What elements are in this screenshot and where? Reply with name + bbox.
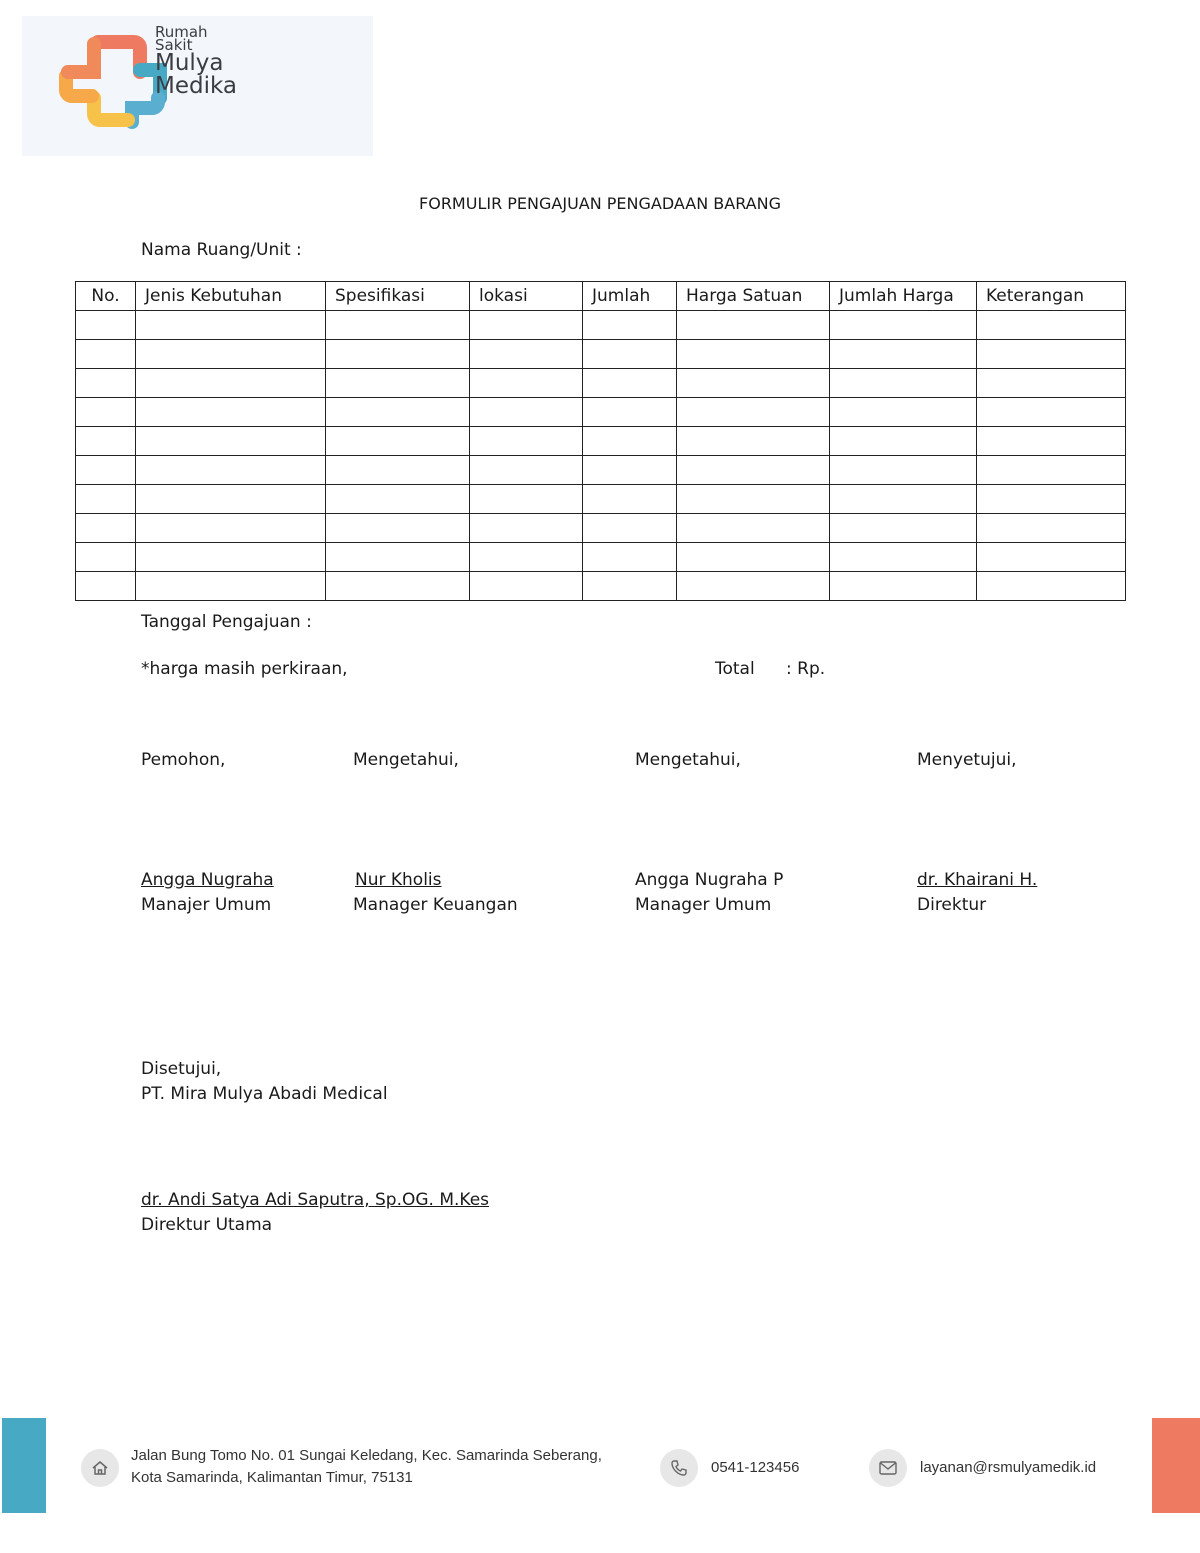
- table-row: [76, 572, 1126, 601]
- table-cell: [677, 369, 830, 398]
- table-cell: [76, 456, 136, 485]
- phone-icon: [660, 1449, 698, 1487]
- table-cell: [830, 369, 977, 398]
- table-cell: [830, 456, 977, 485]
- table-cell: [136, 340, 326, 369]
- signature-title: Manager Keuangan: [353, 895, 518, 915]
- table-cell: [583, 427, 677, 456]
- signature-mengetahui-umum: [635, 748, 783, 918]
- logo-line-3: Mulya: [155, 50, 224, 76]
- signature-role: Pemohon,: [141, 750, 226, 770]
- total-label: Total: [715, 659, 755, 679]
- table-cell: [583, 543, 677, 572]
- signature-pemohon: [141, 748, 274, 918]
- table-cell: [326, 485, 470, 514]
- table-cell: [76, 369, 136, 398]
- header-keterangan: Keterangan: [977, 282, 1126, 311]
- table-cell: [470, 456, 583, 485]
- footer-address: [131, 1445, 602, 1489]
- table-cell: [136, 514, 326, 543]
- total-value: : Rp.: [786, 659, 826, 679]
- table-cell: [677, 514, 830, 543]
- table-cell: [677, 340, 830, 369]
- signature-title: Manajer Umum: [141, 895, 272, 915]
- table-row: [76, 311, 1126, 340]
- mail-icon: [869, 1449, 907, 1487]
- table-cell: [977, 514, 1126, 543]
- table-cell: [470, 485, 583, 514]
- table-cell: [136, 572, 326, 601]
- table-cell: [583, 369, 677, 398]
- table-cell: [830, 514, 977, 543]
- table-cell: [326, 340, 470, 369]
- table-cell: [583, 572, 677, 601]
- footer-phone: 0541-123456: [711, 1459, 800, 1476]
- table-cell: [977, 485, 1126, 514]
- table-cell: [677, 427, 830, 456]
- table-cell: [326, 514, 470, 543]
- table-cell: [136, 427, 326, 456]
- signature-menyetujui: [917, 748, 1037, 918]
- table-cell: [677, 572, 830, 601]
- header-spesifikasi: Spesifikasi: [326, 282, 470, 311]
- table-header-row: [76, 282, 1126, 311]
- header-jumlah: Jumlah: [583, 282, 677, 311]
- logo-wordmark: [155, 23, 237, 99]
- table-cell: [470, 369, 583, 398]
- table-cell: [583, 340, 677, 369]
- approval-name: dr. Andi Satya Adi Saputra, Sp.OG. M.Kes: [141, 1190, 490, 1210]
- date-label: Tanggal Pengajuan :: [141, 612, 312, 632]
- table-row: [76, 398, 1126, 427]
- table-cell: [830, 340, 977, 369]
- signature-mengetahui-keuangan: [353, 748, 518, 918]
- table-row: [76, 456, 1126, 485]
- table-cell: [977, 340, 1126, 369]
- table-cell: [583, 514, 677, 543]
- table-cell: [583, 456, 677, 485]
- approval-title: Direktur Utama: [141, 1215, 273, 1235]
- table-cell: [136, 311, 326, 340]
- table-cell: [977, 456, 1126, 485]
- table-cell: [76, 543, 136, 572]
- table-cell: [76, 485, 136, 514]
- signature-name: Angga Nugraha: [141, 870, 274, 890]
- table-row: [76, 369, 1126, 398]
- signature-role: Mengetahui,: [635, 750, 741, 770]
- table-cell: [326, 398, 470, 427]
- table-cell: [470, 311, 583, 340]
- logo-line-1: Rumah: [155, 23, 208, 41]
- table-cell: [830, 485, 977, 514]
- table-cell: [136, 485, 326, 514]
- table-cell: [830, 572, 977, 601]
- table-cell: [677, 543, 830, 572]
- table-cell: [326, 572, 470, 601]
- approval-label: Disetujui,: [141, 1059, 222, 1079]
- footer-left-accent: [2, 1418, 46, 1513]
- table-cell: [830, 543, 977, 572]
- table-row: [76, 514, 1126, 543]
- approval-signature: [141, 1188, 489, 1238]
- signature-name: Nur Kholis: [355, 870, 442, 890]
- table-cell: [76, 514, 136, 543]
- table-cell: [136, 398, 326, 427]
- items-table: [75, 281, 1126, 601]
- table-cell: [830, 427, 977, 456]
- table-cell: [583, 311, 677, 340]
- table-cell: [326, 427, 470, 456]
- approval-block: [141, 1057, 388, 1107]
- table-cell: [977, 572, 1126, 601]
- table-cell: [470, 572, 583, 601]
- table-body: [76, 311, 1126, 601]
- table-cell: [470, 543, 583, 572]
- signature-role: Mengetahui,: [353, 750, 459, 770]
- footer-right-accent: [1152, 1418, 1200, 1513]
- signature-title: Manager Umum: [635, 895, 772, 915]
- table-cell: [76, 427, 136, 456]
- table-cell: [136, 369, 326, 398]
- table-cell: [677, 311, 830, 340]
- price-note: *harga masih perkiraan,: [141, 659, 348, 679]
- table-cell: [470, 398, 583, 427]
- table-cell: [470, 514, 583, 543]
- signature-title: Direktur: [917, 895, 987, 915]
- table-cell: [76, 340, 136, 369]
- hospital-cross-logo-icon: [58, 22, 168, 132]
- table-cell: [326, 369, 470, 398]
- signature-role: Menyetujui,: [917, 750, 1017, 770]
- table-row: [76, 543, 1126, 572]
- signature-name: dr. Khairani H.: [917, 870, 1038, 890]
- table-cell: [977, 398, 1126, 427]
- table-cell: [677, 485, 830, 514]
- table-cell: [677, 456, 830, 485]
- table-cell: [136, 543, 326, 572]
- approval-company: PT. Mira Mulya Abadi Medical: [141, 1084, 388, 1104]
- table-cell: [76, 572, 136, 601]
- table-cell: [470, 427, 583, 456]
- header-jenis-kebutuhan: Jenis Kebutuhan: [136, 282, 326, 311]
- table-cell: [830, 398, 977, 427]
- home-icon: [81, 1449, 119, 1487]
- table-cell: [830, 311, 977, 340]
- logo-line-4: Medika: [155, 73, 237, 99]
- table-cell: [136, 456, 326, 485]
- table-row: [76, 485, 1126, 514]
- table-cell: [977, 543, 1126, 572]
- table-cell: [470, 340, 583, 369]
- table-cell: [326, 311, 470, 340]
- table-cell: [677, 398, 830, 427]
- signature-name: Angga Nugraha P: [635, 870, 784, 890]
- table-cell: [326, 543, 470, 572]
- header-lokasi: lokasi: [470, 282, 583, 311]
- header-no: No.: [76, 282, 136, 311]
- table-cell: [977, 427, 1126, 456]
- table-cell: [326, 456, 470, 485]
- page-title: FORMULIR PENGAJUAN PENGADAAN BARANG: [419, 194, 781, 213]
- table-cell: [583, 398, 677, 427]
- logo-line-2: Sakit: [155, 36, 193, 54]
- unit-label: Nama Ruang/Unit :: [141, 240, 302, 260]
- header-jumlah-harga: Jumlah Harga: [830, 282, 977, 311]
- table-row: [76, 427, 1126, 456]
- address-line-2: Kota Samarinda, Kalimantan Timur, 75131: [131, 1469, 413, 1486]
- header-harga-satuan: Harga Satuan: [677, 282, 830, 311]
- table-cell: [583, 485, 677, 514]
- address-line-1: Jalan Bung Tomo No. 01 Sungai Keledang, Kec. Samarinda Seberang,: [131, 1447, 602, 1464]
- table-cell: [76, 311, 136, 340]
- table-cell: [977, 311, 1126, 340]
- table-row: [76, 340, 1126, 369]
- footer-email: layanan@rsmulyamedik.id: [920, 1459, 1097, 1476]
- table-cell: [76, 398, 136, 427]
- table-cell: [977, 369, 1126, 398]
